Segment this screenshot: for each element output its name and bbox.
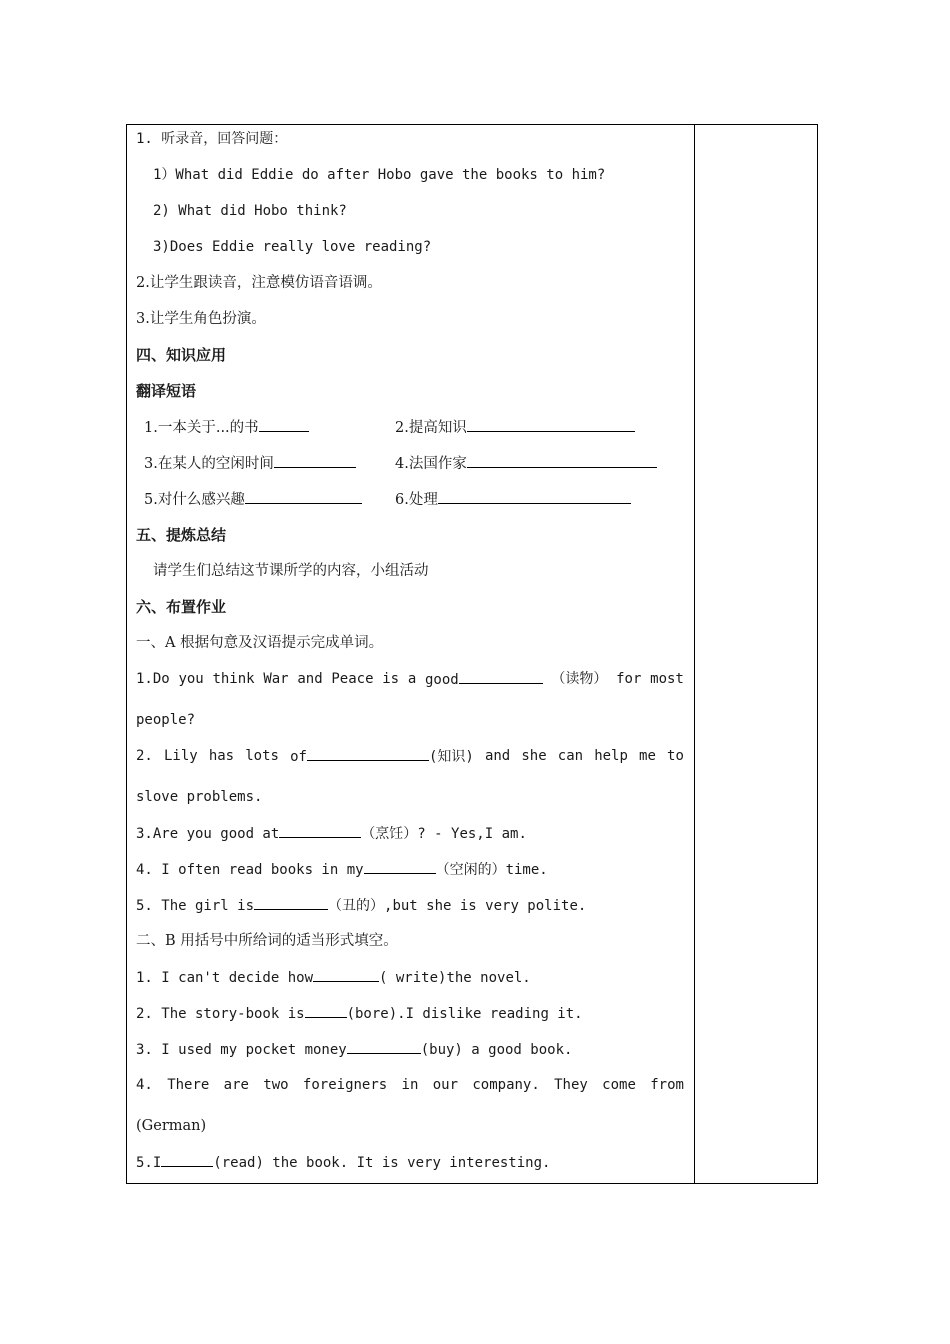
word: come [602,1077,636,1093]
word: （读物） [551,671,608,687]
answer-blank[interactable] [438,490,631,504]
answer-blank[interactable] [347,1040,421,1054]
section-5-text: 请学生们总结这节课所学的内容，小组活动 [153,563,429,579]
exercise-b4-continuation: (German) [136,1118,207,1134]
word: 2. [136,748,153,764]
phrase-item-3 [144,454,356,473]
listening-question-2: 2) What did Hobo think? [153,203,347,219]
phrase-item-4-text: 4.法国作家 [395,456,467,472]
phrase-item-4 [395,454,657,473]
answer-blank[interactable] [467,418,635,432]
section-6-heading: 六、布置作业 [136,598,227,616]
answer-blank[interactable] [254,896,328,910]
exercise-a5-suffix: （丑的）,but she is very polite. [328,898,587,914]
lesson-table [126,124,818,1184]
column-divider [694,125,695,1183]
step-2-text: 2.让学生跟读音，注意模仿语音语调。 [136,275,382,291]
phrase-item-5-text: 5.对什么感兴趣 [144,492,245,508]
word: most [650,671,684,687]
phrase-item-5 [144,490,362,509]
listening-title: 1. 听录音，回答问题： [136,131,288,147]
answer-blank[interactable] [459,670,543,684]
exercise-b1-line [136,968,531,987]
word: and [484,748,511,764]
word: good [424,672,459,688]
exercise-a5-line [136,896,586,915]
word: company. [472,1077,540,1093]
word: help [594,748,628,764]
answer-blank[interactable] [274,454,356,468]
exercise-b3-prefix: 3. I used my pocket money [136,1042,347,1058]
word: to [667,748,684,764]
exercise-b1-prefix: 1. I can't decide how [136,970,314,986]
word: Lily [163,748,198,764]
exercise-b1-suffix: ( write)the novel. [379,970,531,986]
exercise-a5-prefix: 5. The girl is [136,898,255,914]
step-3-text: 3.让学生角色扮演。 [136,311,266,327]
word: There [167,1077,210,1093]
word: for [616,671,642,687]
word: has [208,748,235,764]
exercise-a4-prefix: 4. I often read books in my [136,862,364,878]
word: (知识) [428,749,474,765]
word: she [521,748,547,764]
exercise-b5-line [136,1153,550,1172]
exercise-a3-line [136,824,527,843]
word: Peace [331,671,374,687]
word: lots [245,748,279,764]
exercise-b3-suffix: (buy) a good book. [420,1042,573,1058]
exercise-a2-continuation: slove problems. [136,789,263,805]
word: 1.Do [136,671,170,687]
phrase-item-2 [395,418,635,437]
exercise-a2-line [136,747,684,766]
exercise-a1-line [136,670,684,689]
word: is [382,671,400,687]
phrase-item-1 [144,418,309,437]
word: can [557,748,584,764]
phrase-item-2-text: 2.提高知识 [395,420,467,436]
word: are [223,1077,249,1093]
answer-blank[interactable] [259,418,309,432]
exercise-b2-line [136,1004,583,1023]
word: from [650,1077,684,1093]
answer-blank[interactable] [279,824,361,838]
word: foreigners [302,1077,388,1093]
section-4-heading: 四、知识应用 [136,346,227,364]
word: a [407,671,417,687]
main-content-cell [127,125,694,1183]
listening-question-1: 1）What did Eddie do after Hobo gave the books to him? [153,167,606,183]
exercise-a1-continuation: people? [136,712,196,728]
answer-blank[interactable] [307,747,429,761]
word: 4. [136,1077,153,1093]
exercise-a4-suffix: （空闲的）time. [435,862,548,878]
phrase-item-6-text: 6.处理 [395,492,438,508]
word: in [401,1077,419,1093]
word: two [263,1077,289,1093]
word: me [639,748,656,764]
part-a-title: 一、A 根据句意及汉语提示完成单词。 [136,635,384,651]
answer-blank[interactable] [305,1004,347,1018]
word: our [432,1077,459,1093]
word: War [263,671,289,687]
exercise-a4-line [136,860,548,879]
exercise-b2-suffix: (bore).I dislike reading it. [346,1006,583,1022]
word: of [290,749,307,765]
exercise-b3-line [136,1040,572,1059]
exercise-b5-suffix: (read) the book. It is very interesting. [213,1155,551,1171]
word: They [554,1077,588,1093]
phrase-item-6 [395,490,631,509]
answer-blank[interactable] [467,454,657,468]
listening-question-3: 3)Does Eddie really love reading? [153,239,432,255]
answer-blank[interactable] [364,860,436,874]
exercise-b2-prefix: 2. The story-book is [136,1006,305,1022]
word: think [212,671,255,687]
phrase-item-3-text: 3.在某人的空闲时间 [144,456,274,472]
word: you [178,671,204,687]
section-4-subheading: 翻译短语 [136,382,197,400]
part-b-title: 二、B 用括号中所给词的适当形式填空。 [136,933,398,949]
answer-blank[interactable] [313,968,379,982]
section-5-heading: 五、提炼总结 [136,526,227,544]
phrase-item-1-text: 1.一本关于...的书 [144,420,259,436]
exercise-a3-prefix: 3.Are you good at [136,826,280,842]
exercise-b4-line [136,1076,684,1094]
word: and [297,671,323,687]
answer-blank[interactable] [245,490,362,504]
answer-blank[interactable] [161,1153,213,1167]
exercise-a3-suffix: （烹饪）? - Yes,I am. [361,826,527,842]
exercise-b5-prefix: 5.I [136,1155,162,1171]
